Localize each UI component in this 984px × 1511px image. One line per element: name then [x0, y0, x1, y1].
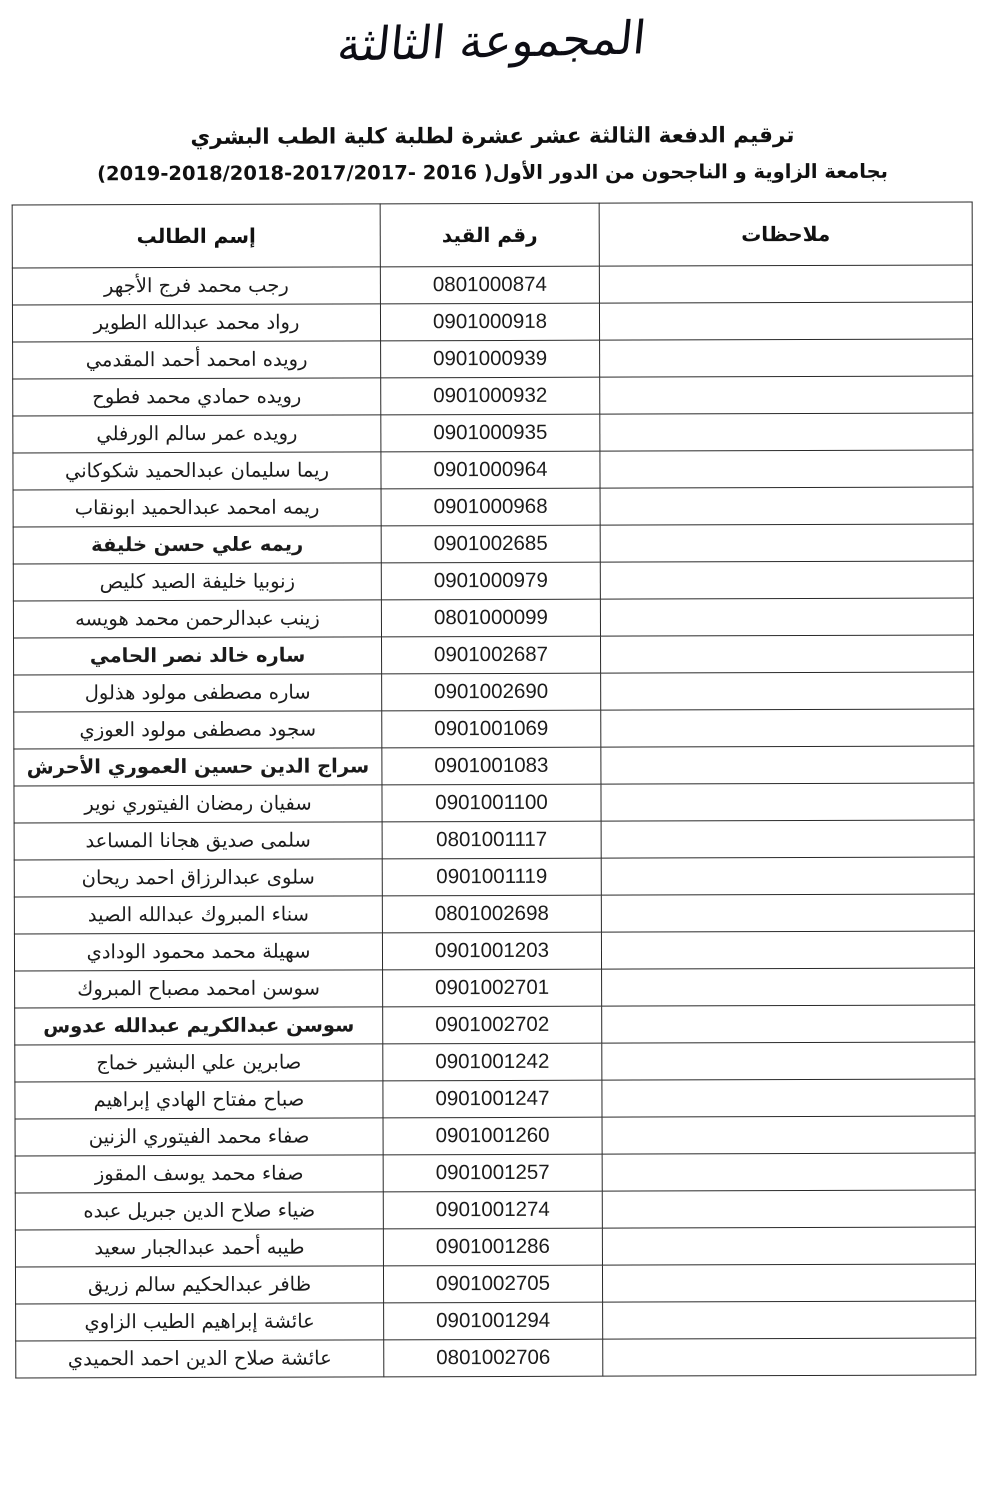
page-title: ترقيم الدفعة الثالثة عشر عشرة لطلبة كلية الطب البشري	[190, 123, 795, 150]
table-row	[13, 413, 973, 453]
cell-student-name: ريما سليمان عبدالحميد شكوكاني	[13, 452, 381, 490]
cell-notes	[602, 1005, 975, 1043]
cell-registration-number: 0901002705	[383, 1266, 602, 1304]
table-row	[14, 709, 974, 749]
table-row	[14, 894, 974, 934]
cell-registration-number: 0901000964	[381, 452, 600, 490]
cell-registration-number: 0901002702	[383, 1007, 602, 1045]
table-row	[13, 561, 973, 601]
table-row	[14, 857, 974, 897]
cell-student-name: سلوى عبدالرزاق احمد ريحان	[14, 859, 382, 897]
cell-student-name: ضياء صلاح الدين جبريل عبده	[15, 1192, 383, 1230]
cell-student-name: رويده امحمد أحمد المقدمي	[13, 341, 381, 379]
cell-registration-number: 0901001119	[382, 859, 601, 897]
cell-registration-number: 0901000932	[381, 378, 600, 416]
cell-notes	[601, 672, 974, 710]
cell-notes	[602, 1264, 975, 1302]
table-row	[15, 1264, 975, 1304]
table-row	[15, 1190, 975, 1230]
cell-notes	[602, 968, 975, 1006]
table-row	[16, 1338, 976, 1378]
cell-student-name: رويده عمر سالم الورفلي	[13, 415, 381, 453]
cell-student-name: سفيان رمضان الفيتوري نوير	[14, 785, 382, 823]
table-row	[13, 450, 973, 490]
cell-notes	[601, 709, 974, 747]
cell-student-name: زنوبيا خليفة الصيد كليص	[13, 563, 381, 601]
cell-registration-number: 0901000935	[381, 415, 600, 453]
cell-student-name: سوسن عبدالكريم عبدالله عدوس	[15, 1007, 383, 1045]
table-row	[13, 598, 973, 638]
cell-student-name: طيبه أحمد عبدالجبار سعيد	[15, 1229, 383, 1267]
cell-registration-number: 0801001117	[382, 822, 601, 860]
cell-student-name: سهيلة محمد محمود الودادي	[14, 933, 382, 971]
table-row	[15, 1116, 975, 1156]
cell-notes	[600, 598, 973, 636]
cell-student-name: عائشة إبراهيم الطيب الزاوي	[16, 1303, 384, 1341]
cell-notes	[599, 265, 972, 303]
cell-registration-number: 0901001257	[383, 1155, 602, 1193]
cell-notes	[601, 894, 974, 932]
cell-notes	[602, 1116, 975, 1154]
cell-registration-number: 0901001260	[383, 1118, 602, 1156]
cell-student-name: رويده حمادي محمد فطوح	[13, 378, 381, 416]
cell-registration-number: 0901002701	[383, 970, 602, 1008]
cell-notes	[603, 1338, 976, 1376]
cell-notes	[602, 1190, 975, 1228]
cell-notes	[600, 524, 973, 562]
cell-student-name: ظافر عبدالحكيم سالم زريق	[15, 1266, 383, 1304]
cell-registration-number: 0901002690	[382, 674, 601, 712]
cell-registration-number: 0901001247	[383, 1081, 602, 1119]
cell-notes	[600, 376, 973, 414]
cell-registration-number: 0801002706	[384, 1340, 603, 1378]
handwritten-group-note	[0, 0, 984, 94]
table-header-row	[12, 202, 972, 268]
cell-registration-number: 0801002698	[382, 896, 601, 934]
cell-student-name: عائشة صلاح الدين احمد الحميدي	[16, 1340, 384, 1378]
cell-registration-number: 0801000099	[381, 600, 600, 638]
cell-student-name: رواد محمد عبدالله الطوير	[12, 304, 380, 342]
cell-notes	[602, 1153, 975, 1191]
cell-student-name: ريمه علي حسن خليفة	[13, 526, 381, 564]
cell-notes	[602, 1079, 975, 1117]
table-row	[15, 1153, 975, 1193]
table-row	[14, 746, 974, 786]
cell-notes	[600, 339, 973, 377]
table-row	[14, 783, 974, 823]
table-row	[13, 339, 973, 379]
cell-student-name: زينب عبدالرحمن محمد هويسه	[13, 600, 381, 638]
cell-registration-number: 0901000968	[381, 489, 600, 527]
cell-registration-number: 0801000874	[380, 267, 599, 305]
students-table	[12, 202, 977, 1379]
table-row	[13, 376, 973, 416]
cell-notes	[600, 413, 973, 451]
cell-student-name: سلمى صديق هجانا المساعد	[14, 822, 382, 860]
cell-registration-number: 0901001100	[382, 785, 601, 823]
cell-student-name: صفاء محمد يوسف المقوز	[15, 1155, 383, 1193]
cell-notes	[600, 561, 973, 599]
cell-notes	[601, 931, 974, 969]
table-row	[15, 1079, 975, 1119]
cell-notes	[601, 746, 974, 784]
cell-registration-number: 0901001069	[382, 711, 601, 749]
cell-student-name: سوسن امحمد مصباح المبروك	[15, 970, 383, 1008]
page-subtitle: بجامعة الزاوية و الناجحون من الدور الأول( 2016 -2017/2017-2018/2018-2019)	[97, 159, 889, 186]
cell-notes	[600, 450, 973, 488]
cell-student-name: سراج الدين حسين العموري الأحرش	[14, 748, 382, 786]
cell-registration-number: 0901001286	[383, 1229, 602, 1267]
table-row	[12, 302, 972, 342]
cell-student-name: ساره مصطفى مولود هذلول	[14, 674, 382, 712]
cell-notes	[602, 1227, 975, 1265]
document-title-block	[0, 90, 984, 188]
cell-registration-number: 0901002685	[381, 526, 600, 564]
table-row	[12, 265, 972, 305]
cell-notes	[599, 302, 972, 340]
cell-student-name: رجب محمد فرج الأجهر	[12, 267, 380, 305]
column-header-registration-number: رقم القيد	[380, 204, 599, 268]
table-row	[14, 820, 974, 860]
cell-registration-number: 0901000918	[380, 304, 599, 342]
cell-student-name: سجود مصطفى مولود العوزي	[14, 711, 382, 749]
cell-registration-number: 0901001083	[382, 748, 601, 786]
table-row	[13, 524, 973, 564]
table-row	[15, 968, 975, 1008]
table-row	[14, 635, 974, 675]
cell-student-name: صباح مفتاح الهادي إبراهيم	[15, 1081, 383, 1119]
cell-registration-number: 0901001203	[382, 933, 601, 971]
table-row	[15, 1227, 975, 1267]
table-row	[14, 931, 974, 971]
cell-student-name: صابرين علي البشير خماج	[15, 1044, 383, 1082]
cell-student-name: سناء المبروك عبدالله الصيد	[14, 896, 382, 934]
cell-registration-number: 0901002687	[382, 637, 601, 675]
cell-notes	[601, 635, 974, 673]
table-row	[13, 487, 973, 527]
table-row	[15, 1042, 975, 1082]
cell-registration-number: 0901001242	[383, 1044, 602, 1082]
cell-notes	[601, 857, 974, 895]
cell-registration-number: 0901000979	[381, 563, 600, 601]
cell-notes	[600, 487, 973, 525]
column-header-notes: ملاحظات	[599, 202, 972, 266]
cell-notes	[601, 783, 974, 821]
cell-student-name: صفاء محمد الفيتوري الزنين	[15, 1118, 383, 1156]
cell-student-name: ساره خالد نصر الحامي	[14, 637, 382, 675]
table-row	[14, 672, 974, 712]
cell-notes	[601, 820, 974, 858]
cell-student-name: ريمه امحمد عبدالحميد ابونقاب	[13, 489, 381, 527]
column-header-student-name: إسم الطالب	[12, 204, 380, 268]
handwritten-group-note-text: المجموعة الثالثة	[335, 10, 649, 72]
table-row	[16, 1301, 976, 1341]
cell-registration-number: 0901001274	[383, 1192, 602, 1230]
cell-notes	[603, 1301, 976, 1339]
cell-notes	[602, 1042, 975, 1080]
cell-registration-number: 0901000939	[381, 341, 600, 379]
cell-registration-number: 0901001294	[384, 1303, 603, 1341]
table-row	[15, 1005, 975, 1045]
